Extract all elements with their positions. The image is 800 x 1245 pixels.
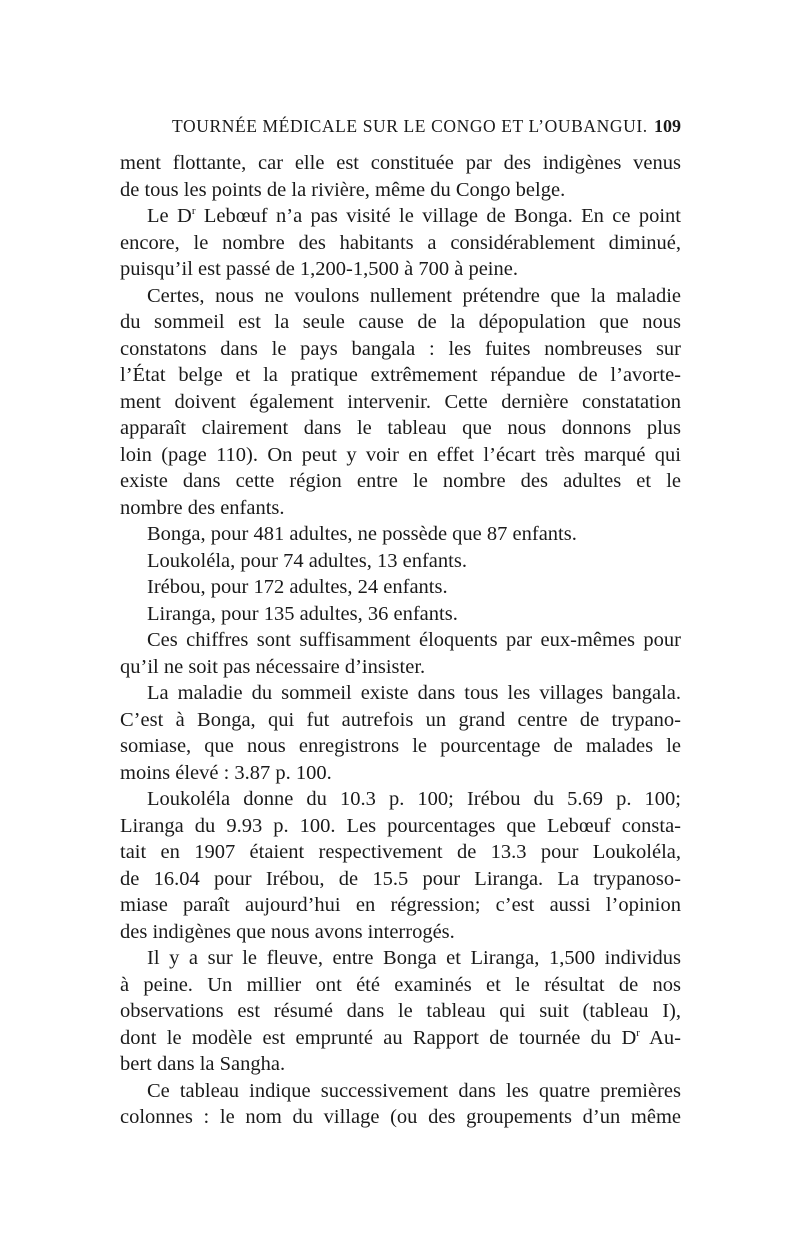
- text-line: ment flottante, car elle est constituée par des indigènes venus: [120, 152, 681, 174]
- text-line: dont le modèle est emprunté au Rapport de tournée du $D^r$ Au-: [120, 1026, 682, 1049]
- text-line: à peine. Un millier ont été examinés et le résultat de nos: [120, 973, 681, 996]
- text-line: colonnes : le nom du village (ou des groupements d’un même: [120, 1106, 681, 1128]
- text-line: Bonga, pour 481 adultes, ne possède que 87 enfants.: [147, 523, 577, 545]
- text-line: loin (page 110). On peut y voir en effet l’écart très marqué qui: [120, 443, 681, 466]
- text-line: somiase, que nous enregistrons le pourcentage de malades le: [120, 735, 681, 757]
- text-line: Liranga, pour 135 adultes, 36 enfants.: [147, 602, 458, 625]
- text-line: existe dans cette région entre le nombre des adultes et le: [120, 470, 681, 492]
- text-line: qu’il ne soit pas nécessaire d’insister.: [120, 655, 426, 678]
- text-line: nombre des enfants.: [120, 496, 285, 519]
- superscript: r: [191, 205, 196, 218]
- text-line: encore, le nombre des habitants a considérablement diminué,: [120, 231, 681, 254]
- text-line: miase paraît aujourd’hui en régression; c’est aussi l’opinion: [120, 894, 681, 916]
- text-line: Ce tableau indique successivement dans les quatre premières: [147, 1079, 681, 1102]
- superscript: r: [636, 1026, 640, 1039]
- body-text: [120, 150, 681, 1131]
- text-line: des indigènes que nous avons interrogés.: [120, 920, 455, 943]
- text-line: Irébou, pour 172 adultes, 24 enfants.: [147, 576, 448, 598]
- text-line: de tous les points de la rivière, même du Congo belge.: [120, 178, 566, 201]
- page-number: 109: [654, 116, 681, 136]
- text-line: du sommeil est la seule cause de la dépopulation que nous: [120, 311, 681, 333]
- text-line: tait en 1907 étaient respectivement de 13.3 pour Loukoléla,: [120, 841, 681, 863]
- text-line: Ces chiffres sont suffisamment éloquents par eux-mêmes pour: [147, 629, 681, 651]
- text-line: Il y a sur le fleuve, entre Bonga et Liranga, 1,500 individus: [147, 947, 681, 969]
- text-line: apparaît clairement dans le tableau que nous donnons plus: [120, 417, 681, 439]
- text-line: observations est résumé dans le tableau qui suit (tableau I),: [120, 1000, 681, 1022]
- text-line: moins élevé : 3.87 p. 100.: [120, 761, 332, 784]
- text-line: constatons dans le pays bangala : les fuites nombreuses sur: [120, 337, 681, 360]
- text-line: La maladie du sommeil existe dans tous les villages bangala.: [147, 682, 681, 704]
- text-line: ment doivent également intervenir. Cette dernière constatation: [120, 390, 681, 413]
- text-line: Loukoléla, pour 74 adultes, 13 enfants.: [147, 549, 467, 572]
- text-line: puisqu’il est passé de 1,200-1,500 à 700 à peine.: [120, 258, 518, 280]
- text-line: Liranga du 9.93 p. 100. Les pourcentages que Lebœuf consta-: [120, 814, 681, 837]
- text-line: bert dans la Sangha.: [120, 1053, 286, 1075]
- text-line: de 16.04 pour Irébou, de 15.5 pour Liranga. La trypanoso-: [120, 867, 681, 890]
- text-line: Le $D^r$ Lebœuf n’a pas visité le village de Bonga. En ce point: [147, 205, 681, 227]
- running-title: TOURNÉE MÉDICALE SUR LE CONGO ET L’OUBANGUI.: [172, 116, 648, 136]
- text-line: Loukoléla donne du 10.3 p. 100; Irébou du 5.69 p. 100;: [147, 788, 681, 810]
- text-line: l’État belge et la pratique extrêmement répandue de l’avorte-: [120, 364, 681, 386]
- text-line: C’est à Bonga, qui fut autrefois un grand centre de trypano-: [120, 708, 681, 731]
- running-head: [120, 116, 681, 144]
- text-line: Certes, nous ne voulons nullement prétendre que la maladie: [147, 284, 681, 307]
